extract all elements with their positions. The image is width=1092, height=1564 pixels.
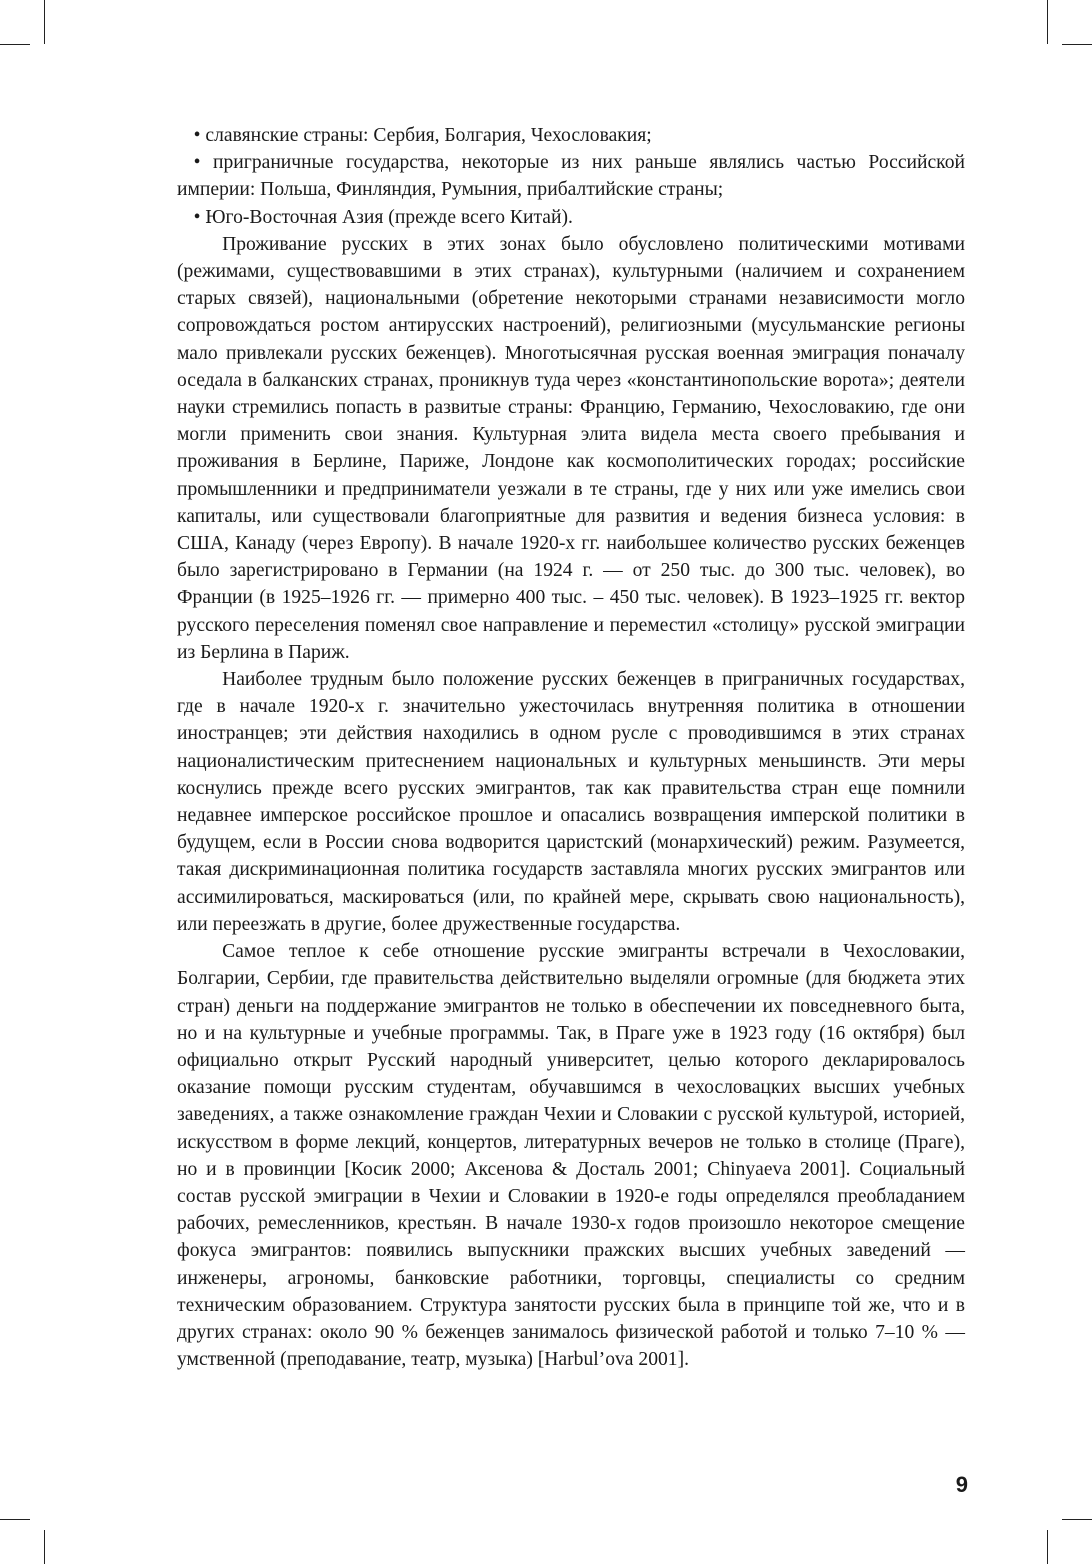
bullet-item: • приграничные государства, некоторые из них раньше являлись частью Российской империи: Польша, Финляндия, Румыния, прибалтийские страны; — [177, 152, 965, 201]
crop-mark-top-right-vertical — [1047, 0, 1048, 44]
crop-mark-bottom-right-horizontal — [1062, 1519, 1092, 1520]
crop-mark-bottom-left-vertical — [44, 1530, 45, 1564]
crop-mark-bottom-right-vertical — [1047, 1530, 1048, 1564]
crop-mark-top-right-horizontal — [1062, 44, 1092, 45]
body-text — [177, 122, 965, 1373]
paragraph: Самое теплое к себе отношение русские эмигранты встречали в Чехословакии, Болгарии, Сербии, где правительства действительно выделяли огромные (для бюджета этих стран) деньги на поддержание эмигрантов не только в обеспечении их повседневного быта, но и на культурные и учебные программы. Так, в Праге уже в 1923 году (16 октября) был официально открыт Русский народный университет, целью которого декларировалось оказание помощи русским студентам, обучавшимся в чехословацких высших учебных заведениях, а также ознакомление граждан Чехии и Словакии с русской культурой, историей, искусством в форме лекций, концертов, литературных вечеров не только в столице (Праге), но и в провинции [Косик 2000; Аксенова & Досталь 2001; Chinyaeva 2001]. Социальный состав русской эмиграции в Чехии и Словакии в 1920-е годы определялся преобладанием рабочих, ремесленников, крестьян. В начале 1930-х годов произошло некоторое смещение фокуса эмигрантов: появились выпускники пражских высших учебных заведений — инженеры, агрономы, банковские работники, торговцы, специалисты со средним техническим образованием. Структура занятости русских была в принципе той же, что и в других странах: около 90 % беженцев занималось физической работой и только 7–10 % — умственной (преподавание, театр, музыка) [Harbul’ova 2001]. — [177, 941, 965, 1371]
crop-mark-bottom-left-horizontal — [0, 1519, 30, 1520]
paragraph: Наиболее трудным было положение русских беженцев в приграничных государствах, где в начале 1920-х г. значительно ужесточилась внутренняя политика в отношении иностранцев; эти действия находились в одном русле с проводившимся в этих странах националистическим притеснением национальных и культурных меньшинств. Эти меры коснулись прежде всего русских эмигрантов, так как правительства стран еще помнили недавнее имперское российское прошлое и опасались возвращения имперской политики в будущем, если в России снова водворится царистский (монархический) режим. Разумеется, такая дискриминационная политика государств заставляла многих русских эмигрантов или ассимилироваться, маскироваться (или, по крайней мере, скрывать свою национальность), или переезжать в другие, более дружественные государства. — [177, 669, 965, 935]
bullet-item: • славянские страны: Сербия, Болгария, Чехословакия; — [193, 125, 652, 146]
paragraph: Проживание русских в этих зонах было обусловлено политическими мотивами (режимами, существовавшими в этих странах), культурными (наличием и сохранением старых связей), национальными (обретение некоторыми странами независимости могло сопровождаться ростом антирусских настроений), религиозными (мусульманские регионы мало привлекали русских беженцев). Многотысячная русская военная эмиграция поначалу оседала в балканских странах, проникнув туда через «константинопольские ворота»; деятели науки стремились попасть в развитые страны: Францию, Германию, Чехословакию, где они могли применить свои знания. Культурная элита видела места своего пребывания и проживания в Берлине, Париже, Лондоне как космополитических городах; российские промышленники и предприниматели уезжали в те страны, где у них или уже имелись свои капиталы, или существовали благоприятные для развития и ведения бизнеса условия: в США, Канаду (через Европу). В начале 1920-х гг. наибольшее количество русских беженцев было зарегистрировано в Германии (на 1924 г. — от 250 тыс. до 300 тыс. человек), во Франции (в 1925–1926 гг. — примерно 400 тыс. – 450 тыс. человек). В 1923–1925 гг. вектор русского переселения поменял свое направление и переместил «столицу» русской эмиграции из Берлина в Париж. — [177, 233, 965, 663]
page-number: 9 — [955, 1472, 968, 1497]
crop-mark-top-left-horizontal — [0, 44, 30, 45]
bullet-item: • Юго-Восточная Азия (прежде всего Китай). — [193, 206, 573, 228]
crop-mark-top-left-vertical — [44, 0, 45, 44]
